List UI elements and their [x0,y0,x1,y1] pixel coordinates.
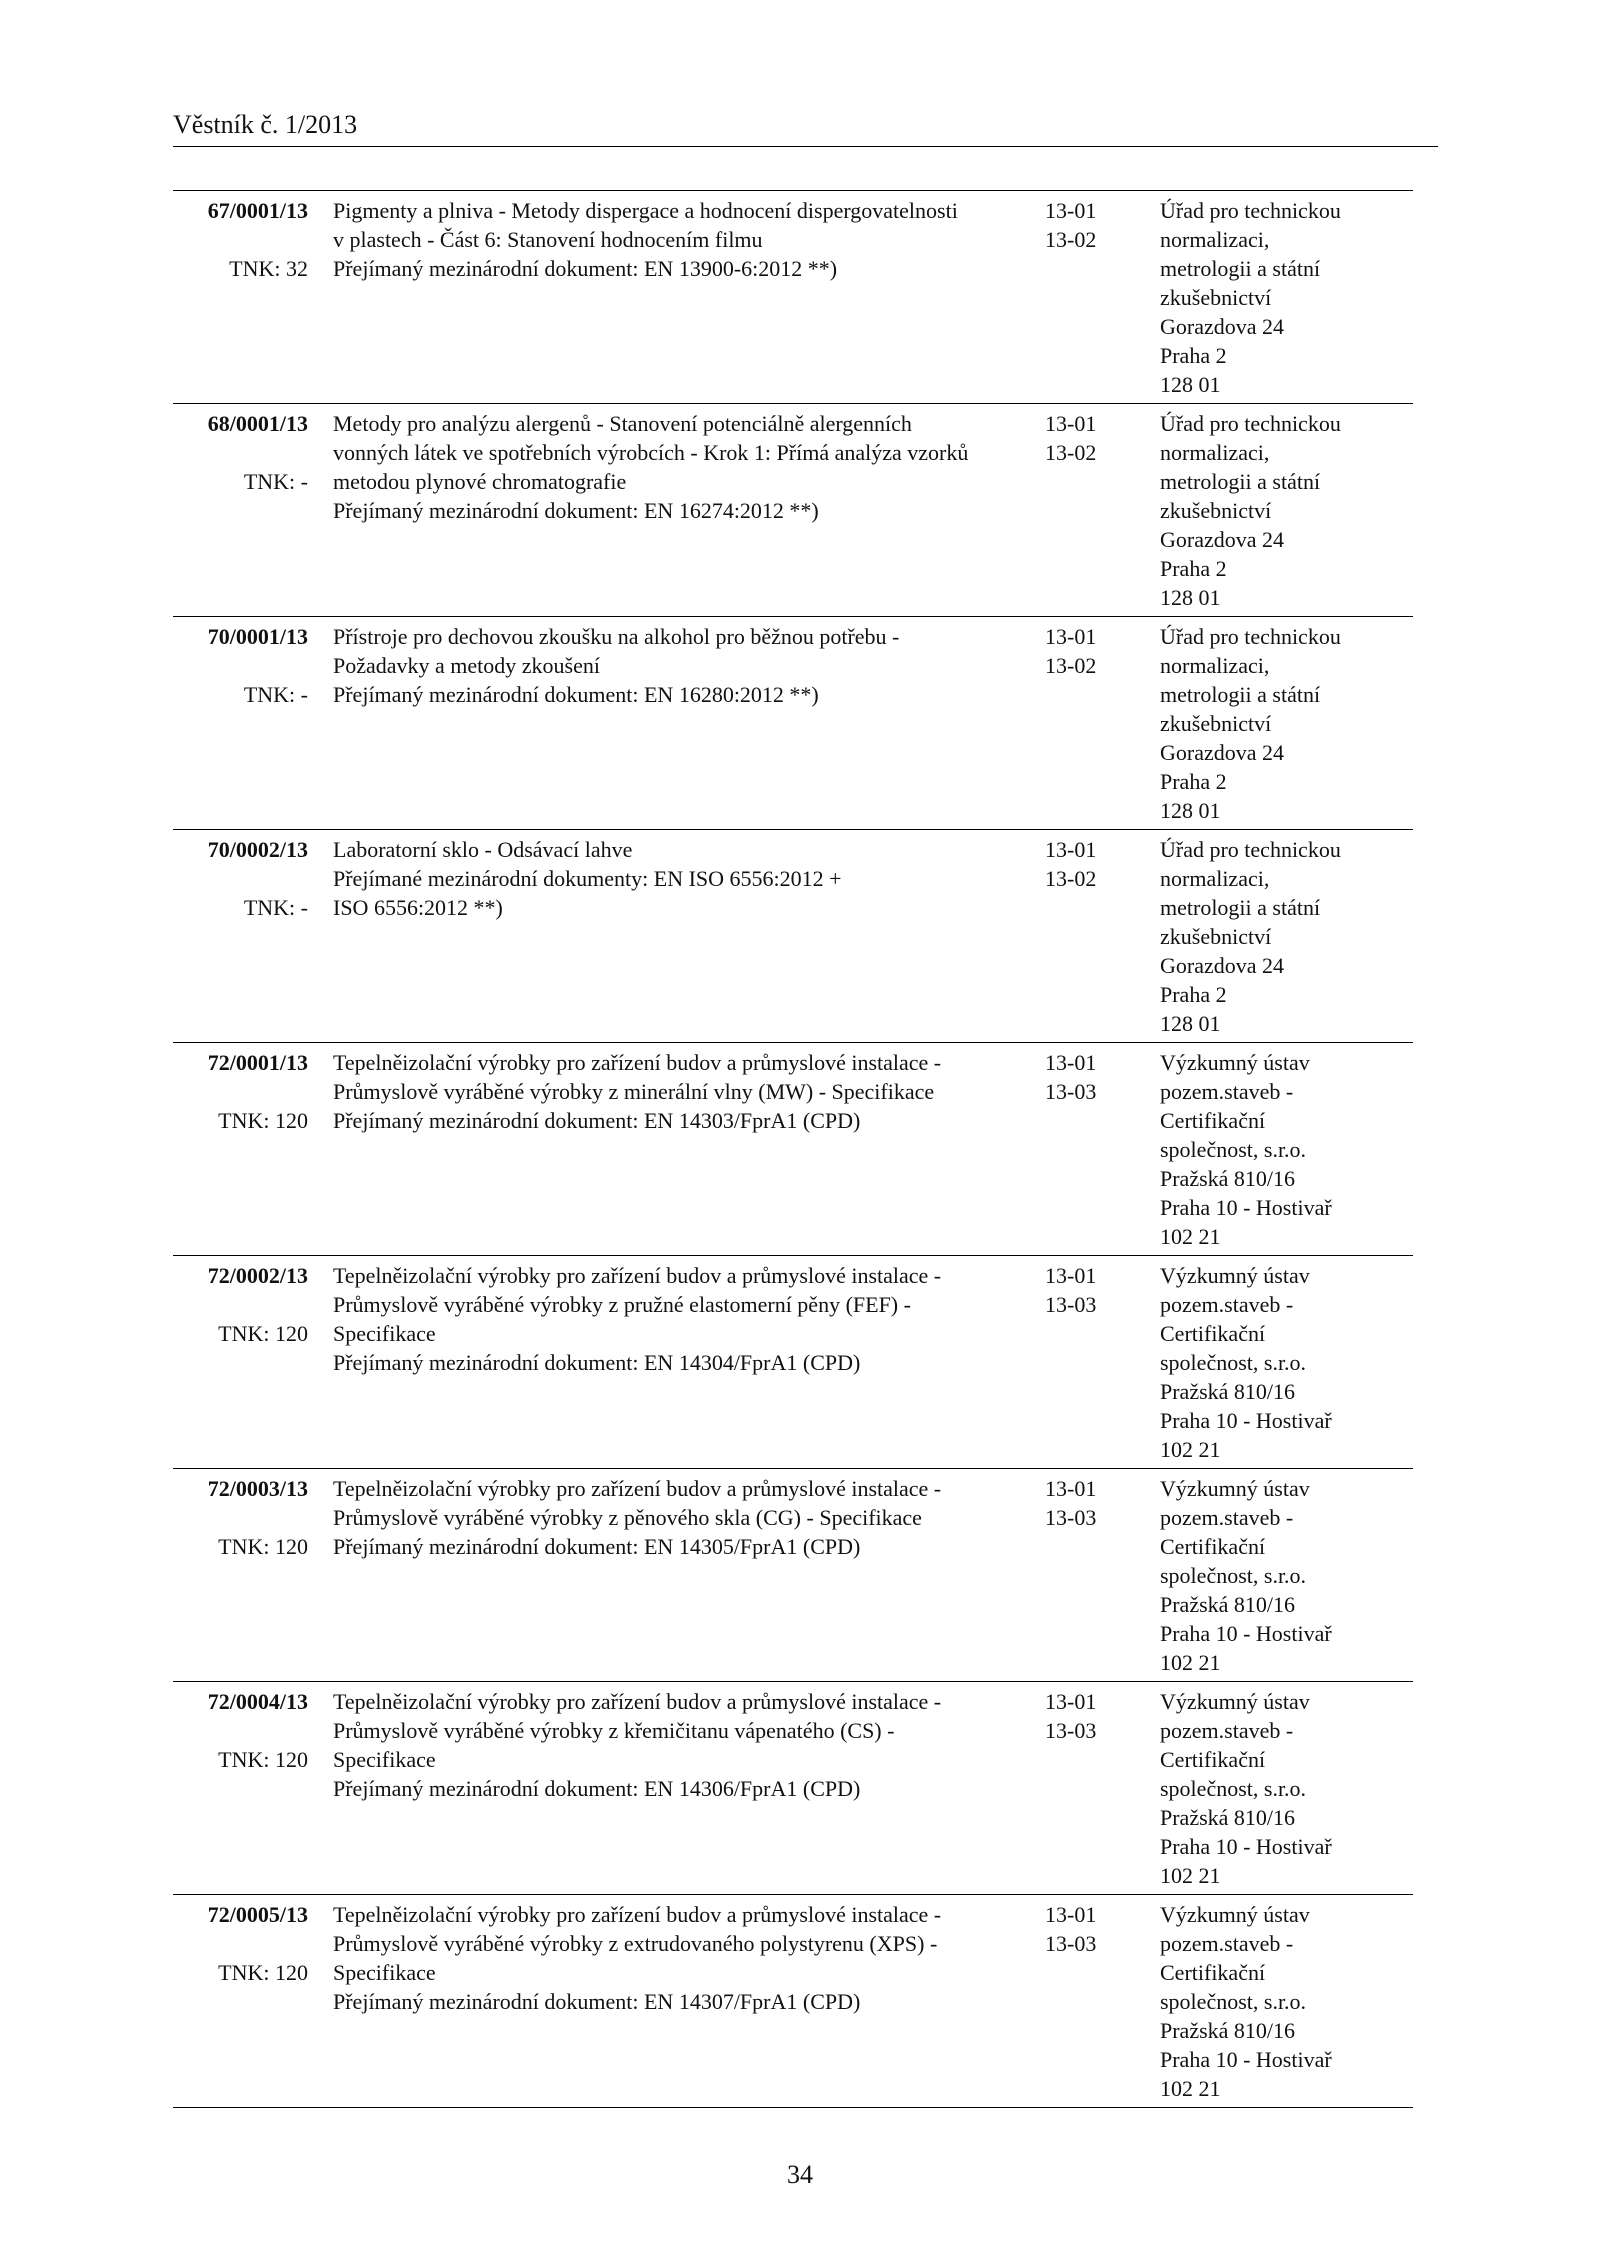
entry-id-cell [173,1900,308,2107]
entry-organization-line: Praha 10 - Hostivař [1160,1408,1332,1433]
entry-id-cell [173,196,308,403]
entry-title-cell [308,1048,1045,1255]
entry-organization-line: 102 21 [1160,2076,1221,2101]
entry-organization-line: Certifikační [1160,1108,1266,1133]
entry-organization-line: Pražská 810/16 [1160,1805,1296,1830]
entry-code: 13-01 [1045,1263,1097,1288]
entry-title-line: vonných látek ve spotřebních výrobcích - Krok 1: Přímá analýza vzorků [333,440,969,465]
entry-organization-line: společnost, s.r.o. [1160,1350,1307,1375]
entry-number: 72/0004/13 [207,1689,308,1714]
entry-organization-cell [1160,1687,1413,1894]
entry-code: 13-02 [1045,227,1097,252]
entry-id-cell [173,1687,308,1894]
entry-title-cell [308,622,1045,829]
entry-title-line: Přístroje pro dechovou zkoušku na alkohol pro běžnou potřebu - [333,624,900,649]
entry-organization-line: Praha 10 - Hostivař [1160,1195,1332,1220]
entry-organization-line: normalizaci, [1160,866,1270,891]
entry-title-line: Přejímaný mezinárodní dokument: EN 14304/FprA1 (CPD) [333,1350,861,1375]
entry-organization-line: Gorazdova 24 [1160,953,1285,978]
entry-organization-line: Praha 2 [1160,982,1227,1007]
entry-number: 67/0001/13 [207,198,308,223]
entry-title-line: Tepelněizolační výrobky pro zařízení budov a průmyslové instalace - [333,1263,942,1288]
entry-title-line: Přejímaný mezinárodní dokument: EN 13900-6:2012 **) [333,256,838,281]
entry-organization-line: společnost, s.r.o. [1160,1563,1307,1588]
entry-title-line: Specifikace [333,1747,436,1772]
entry-code: 13-02 [1045,866,1097,891]
table-row [173,404,1413,617]
entry-tnk: TNK: - [243,469,308,494]
standards-table [173,190,1413,2108]
entry-title-line: Tepelněizolační výrobky pro zařízení budov a průmyslové instalace - [333,1476,942,1501]
entry-code: 13-03 [1045,1718,1097,1743]
table-row [173,1043,1413,1256]
entry-id-cell [173,835,308,1042]
entry-organization-line: Praha 10 - Hostivař [1160,2047,1332,2072]
entry-title-line: Průmyslově vyráběné výrobky z křemičitanu vápenatého (CS) - [333,1718,895,1743]
entry-organization-line: Pražská 810/16 [1160,2018,1296,2043]
entry-organization-line: 102 21 [1160,1863,1221,1888]
entry-code: 13-03 [1045,1079,1097,1104]
entry-organization-line: Úřad pro technickou [1160,198,1341,223]
entry-organization-line: pozem.staveb - [1160,1505,1294,1530]
entry-title-line: Průmyslově vyráběné výrobky z extrudovaného polystyrenu (XPS) - [333,1931,938,1956]
entry-organization-line: pozem.staveb - [1160,1292,1294,1317]
entry-title-line: metodou plynové chromatografie [333,469,627,494]
entry-number: 72/0002/13 [207,1263,308,1288]
entry-organization-cell [1160,196,1413,403]
entry-title-line: Přejímaný mezinárodní dokument: EN 16280:2012 **) [333,682,819,707]
entry-title-line: Specifikace [333,1960,436,1985]
entry-tnk: TNK: - [243,895,308,920]
entry-organization-line: Úřad pro technickou [1160,624,1341,649]
entry-id-cell [173,1261,308,1468]
entry-code: 13-01 [1045,1689,1097,1714]
entry-title-line: Přejímané mezinárodní dokumenty: EN ISO 6556:2012 + [333,866,842,891]
entry-title-cell [308,1687,1045,1894]
table-row [173,617,1413,830]
entry-organization-line: 102 21 [1160,1437,1221,1462]
table-row [173,191,1413,404]
entry-id-cell [173,1048,308,1255]
entry-title-line: Tepelněizolační výrobky pro zařízení budov a průmyslové instalace - [333,1050,942,1075]
entry-organization-line: společnost, s.r.o. [1160,1989,1307,2014]
entry-codes-cell [1045,1687,1160,1894]
entry-code: 13-03 [1045,1931,1097,1956]
entry-title-line: Požadavky a metody zkoušení [333,653,600,678]
entry-codes-cell [1045,1261,1160,1468]
entry-title-cell [308,1474,1045,1681]
entry-code: 13-01 [1045,411,1097,436]
entry-organization-line: 102 21 [1160,1650,1221,1675]
entry-organization-cell [1160,409,1413,616]
entry-organization-line: Certifikační [1160,1534,1266,1559]
entry-organization-line: zkušebnictví [1160,498,1272,523]
entry-organization-line: Praha 10 - Hostivař [1160,1621,1332,1646]
entry-id-cell [173,1474,308,1681]
entry-title-line: ISO 6556:2012 **) [333,895,503,920]
entry-title-cell [308,1900,1045,2107]
entry-title-line: Laboratorní sklo - Odsávací lahve [333,837,633,862]
page-header [173,108,1438,147]
entry-organization-cell [1160,1474,1413,1681]
entry-organization-line: Úřad pro technickou [1160,411,1341,436]
entry-codes-cell [1045,1900,1160,2107]
entry-organization-line: Gorazdova 24 [1160,740,1285,765]
entry-organization-line: Praha 2 [1160,343,1227,368]
table-row [173,1256,1413,1469]
entry-organization-line: Praha 2 [1160,769,1227,794]
entry-title-line: Tepelněizolační výrobky pro zařízení budov a průmyslové instalace - [333,1902,942,1927]
entry-number: 68/0001/13 [207,411,308,436]
entry-organization-line: Gorazdova 24 [1160,527,1285,552]
entry-tnk: TNK: 120 [218,1747,308,1772]
entry-codes-cell [1045,196,1160,403]
entry-organization-line: Certifikační [1160,1321,1266,1346]
entry-codes-cell [1045,622,1160,829]
entry-organization-line: normalizaci, [1160,440,1270,465]
entry-tnk: TNK: 120 [218,1321,308,1346]
entry-number: 70/0001/13 [207,624,308,649]
entry-tnk: TNK: - [243,682,308,707]
entry-organization-line: Výzkumný ústav [1160,1902,1310,1927]
entry-tnk: TNK: 32 [229,256,308,281]
entry-codes-cell [1045,835,1160,1042]
entry-code: 13-01 [1045,1050,1097,1075]
entry-organization-line: Certifikační [1160,1747,1266,1772]
entry-title-line: Přejímaný mezinárodní dokument: EN 14307/FprA1 (CPD) [333,1989,861,2014]
entry-title-cell [308,835,1045,1042]
entry-title-line: Průmyslově vyráběné výrobky z pružné elastomerní pěny (FEF) - [333,1292,911,1317]
entry-title-line: Přejímaný mezinárodní dokument: EN 14303/FprA1 (CPD) [333,1108,861,1133]
entry-number: 70/0002/13 [207,837,308,862]
entry-organization-line: metrologii a státní [1160,895,1321,920]
entry-code: 13-01 [1045,837,1097,862]
entry-organization-line: společnost, s.r.o. [1160,1776,1307,1801]
entry-organization-line: 128 01 [1160,1011,1221,1036]
entry-code: 13-02 [1045,440,1097,465]
entry-organization-line: pozem.staveb - [1160,1079,1294,1104]
entry-organization-line: Úřad pro technickou [1160,837,1341,862]
entry-codes-cell [1045,409,1160,616]
entry-number: 72/0003/13 [207,1476,308,1501]
entry-id-cell [173,622,308,829]
entry-organization-cell [1160,1048,1413,1255]
entry-organization-cell [1160,622,1413,829]
entry-id-cell [173,409,308,616]
entry-codes-cell [1045,1048,1160,1255]
entry-code: 13-01 [1045,198,1097,223]
entry-organization-line: zkušebnictví [1160,924,1272,949]
entry-code: 13-01 [1045,1902,1097,1927]
entry-organization-line: Výzkumný ústav [1160,1476,1310,1501]
entry-code: 13-01 [1045,624,1097,649]
entry-title-line: Průmyslově vyráběné výrobky z minerální vlny (MW) - Specifikace [333,1079,935,1104]
entry-number: 72/0005/13 [207,1902,308,1927]
entry-organization-line: Výzkumný ústav [1160,1689,1310,1714]
entry-title-line: v plastech - Část 6: Stanovení hodnocením filmu [333,227,763,252]
entry-title-line: Přejímaný mezinárodní dokument: EN 14306/FprA1 (CPD) [333,1776,861,1801]
entry-organization-line: Gorazdova 24 [1160,314,1285,339]
entry-title-line: Pigmenty a plniva - Metody dispergace a hodnocení dispergovatelnosti [333,198,958,223]
entry-code: 13-02 [1045,653,1097,678]
entry-organization-cell [1160,1261,1413,1468]
entry-title-cell [308,1261,1045,1468]
entry-title-line: Přejímaný mezinárodní dokument: EN 16274:2012 **) [333,498,819,523]
entry-organization-line: metrologii a státní [1160,682,1321,707]
entry-organization-line: Pražská 810/16 [1160,1592,1296,1617]
entry-organization-line: zkušebnictví [1160,285,1272,310]
table-row [173,830,1413,1043]
entry-organization-line: 128 01 [1160,585,1221,610]
entry-organization-cell [1160,835,1413,1042]
entry-organization-line: Praha 2 [1160,556,1227,581]
table-row [173,1895,1413,2108]
entry-code: 13-01 [1045,1476,1097,1501]
entry-tnk: TNK: 120 [218,1108,308,1133]
entry-organization-line: normalizaci, [1160,227,1270,252]
entry-title-line: Průmyslově vyráběné výrobky z pěnového skla (CG) - Specifikace [333,1505,922,1530]
entry-title-line: Tepelněizolační výrobky pro zařízení budov a průmyslové instalace - [333,1689,942,1714]
page-number: 34 [787,2160,813,2189]
journal-title: Věstník č. 1/2013 [173,110,358,139]
entry-code: 13-03 [1045,1505,1097,1530]
entry-title-line: Metody pro analýzu alergenů - Stanovení potenciálně alergenních [333,411,912,436]
entry-title-cell [308,196,1045,403]
table-row [173,1469,1413,1682]
entry-organization-line: normalizaci, [1160,653,1270,678]
entry-organization-line: Výzkumný ústav [1160,1050,1310,1075]
entry-number: 72/0001/13 [207,1050,308,1075]
entry-organization-line: společnost, s.r.o. [1160,1137,1307,1162]
entry-organization-line: Pražská 810/16 [1160,1166,1296,1191]
entry-title-line: Přejímaný mezinárodní dokument: EN 14305/FprA1 (CPD) [333,1534,861,1559]
entry-organization-line: Pražská 810/16 [1160,1379,1296,1404]
entry-codes-cell [1045,1474,1160,1681]
entry-organization-line: metrologii a státní [1160,469,1321,494]
entry-tnk: TNK: 120 [218,1534,308,1559]
entry-tnk: TNK: 120 [218,1960,308,1985]
entry-organization-line: Výzkumný ústav [1160,1263,1310,1288]
entry-code: 13-03 [1045,1292,1097,1317]
entry-organization-line: metrologii a státní [1160,256,1321,281]
entry-organization-line: 128 01 [1160,798,1221,823]
entry-organization-line: 128 01 [1160,372,1221,397]
entry-organization-cell [1160,1900,1413,2107]
entry-title-line: Specifikace [333,1321,436,1346]
table-row [173,1682,1413,1895]
entry-organization-line: zkušebnictví [1160,711,1272,736]
entry-organization-line: Praha 10 - Hostivař [1160,1834,1332,1859]
entry-organization-line: 102 21 [1160,1224,1221,1249]
entry-organization-line: pozem.staveb - [1160,1718,1294,1743]
entry-title-cell [308,409,1045,616]
entry-organization-line: pozem.staveb - [1160,1931,1294,1956]
entry-organization-line: Certifikační [1160,1960,1266,1985]
